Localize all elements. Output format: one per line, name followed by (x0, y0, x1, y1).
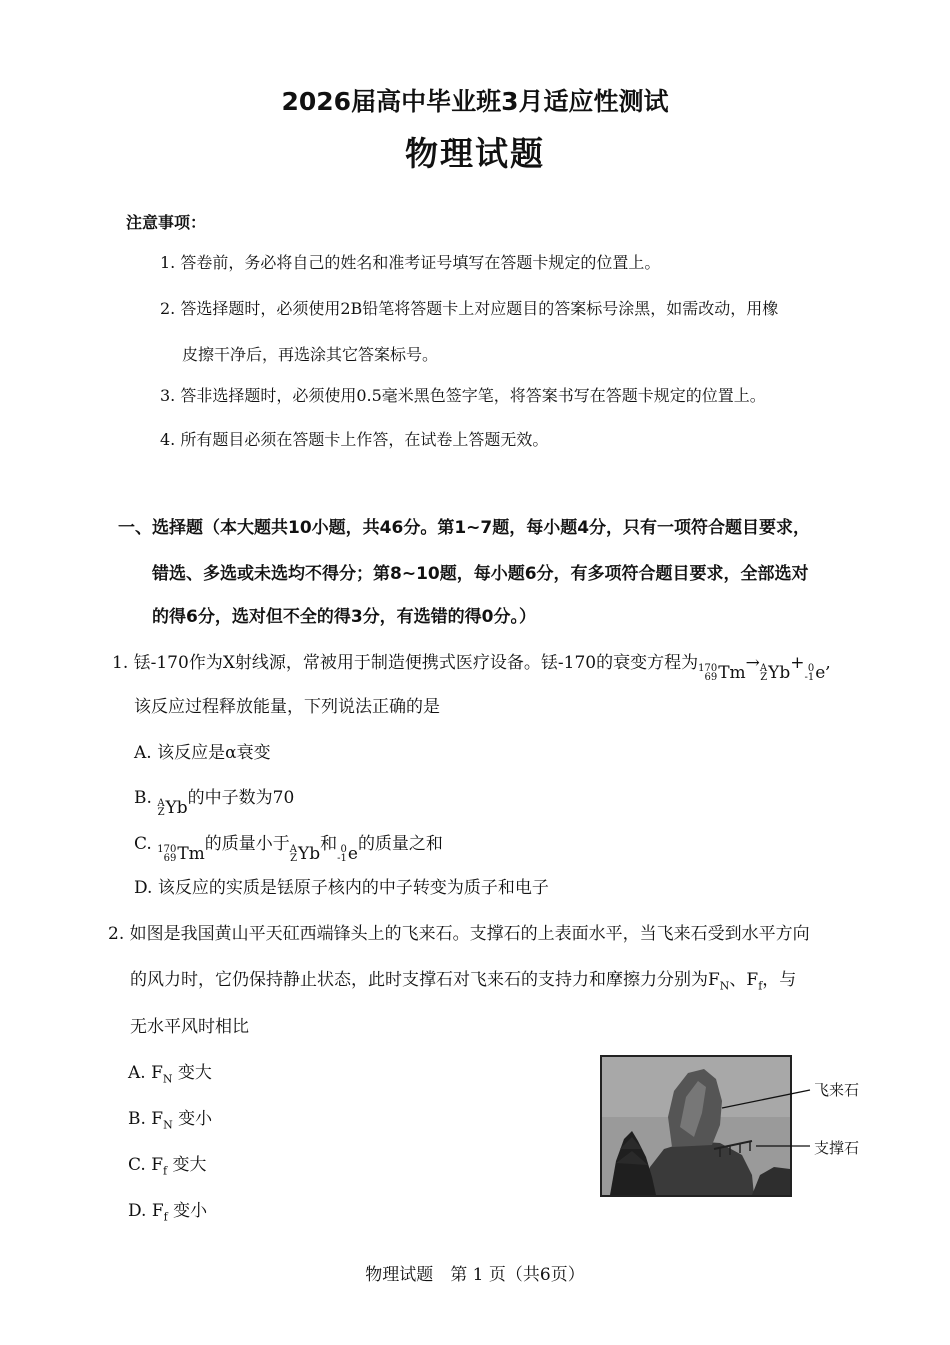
q2-option-b: B. $F_N$ 变小 (128, 1109, 213, 1132)
note-4: 4. 所有题目必须在答题卡上作答，在试卷上答题无效。 (160, 430, 549, 449)
nuclide-electron: 0 -1 e (337, 844, 358, 864)
note-3: 3. 答非选择题时，必须使用0.5毫米黑色签字笔，将答案书写在答题卡规定的位置上。 (160, 386, 766, 405)
q2-option-a: A. $F_N$ 变大 (128, 1063, 212, 1086)
label-support-stone: 支撑石 (814, 1139, 860, 1157)
section-1-line-1: 一、选择题（本大题共10小题，共46分。第1~7题，每小题4分，只有一项符合题目要求， (118, 518, 811, 538)
q2-stem-line-1: 2. 如图是我国黄山平天矼西端锋头上的飞来石。支撑石的上表面水平，当飞来石受到水平方向 (108, 924, 810, 944)
nuclide-tm-170: 170 69 Tm (157, 844, 205, 864)
label-flying-stone: 飞来石 (814, 1081, 860, 1099)
q1-option-b: B. A Z Yb 的中子数为70 (134, 788, 295, 818)
notes-heading: 注意事项： (126, 213, 207, 232)
figure-leader-lines (700, 1080, 812, 1160)
leader-line-flying-stone (722, 1090, 810, 1108)
nuclide-electron: 0 -1 e (804, 663, 826, 683)
note-2-cont: 皮擦干净后，再选涂其它答案标号。 (182, 345, 439, 364)
q1-option-d: D. 该反应的实质是铥原子核内的中子转变为质子和电子 (134, 878, 549, 898)
nuclide-yb: A Z Yb (157, 798, 188, 818)
q2-option-c: C. $F_f$ 变大 (128, 1155, 207, 1178)
q2-stem-line-3: 无水平风时相比 (130, 1017, 249, 1037)
note-1: 1. 答卷前，务必将自己的姓名和准考证号填写在答题卡规定的位置上。 (160, 253, 661, 272)
q1-stem-line-1: 1. 铥-170作为X射线源，常被用于制造便携式医疗设备。铥-170的衰变方程为 170 69 Tm → A Z Yb + 0 -1 e , (112, 653, 831, 683)
q1-option-a: A. 该反应是α衰变 (134, 743, 271, 763)
section-1-line-3: 的得6分，选对但不全的得3分，有选错的得0分。） (152, 607, 536, 627)
q2-option-d: D. $F_f$ 变小 (128, 1201, 208, 1224)
exam-title: 2026届高中毕业班3月适应性测试 (281, 87, 669, 116)
subject-title: 物理试题 (405, 134, 545, 173)
note-2: 2. 答选择题时，必须使用2B铅笔将答题卡上对应题目的答案标号涂黑，如需改动，用橡 (160, 299, 779, 318)
q1-stem-line-2: 该反应过程释放能量，下列说法正确的是 (134, 697, 440, 717)
section-1-line-2: 错选、多选或未选均不得分；第8~10题，每小题6分，有多项符合题目要求，全部选对 (152, 564, 809, 584)
nuclide-yb: A Z Yb (289, 844, 321, 864)
q1-option-c: C. 170 69 Tm 的质量小于 A Z Yb 和 0 -1 e 的质量之和 (134, 834, 443, 864)
page-footer: 物理试题 第 1 页（共6页） (365, 1265, 585, 1285)
q2-stem-line-2: 的风力时，它仍保持静止状态，此时支撑石对飞来石的支持力和摩擦力分别为$F_N$、$F_f$，与 (130, 970, 797, 993)
nuclide-tm-170: 170 69 Tm (698, 663, 746, 683)
nuclide-yb: A Z Yb (759, 663, 791, 683)
